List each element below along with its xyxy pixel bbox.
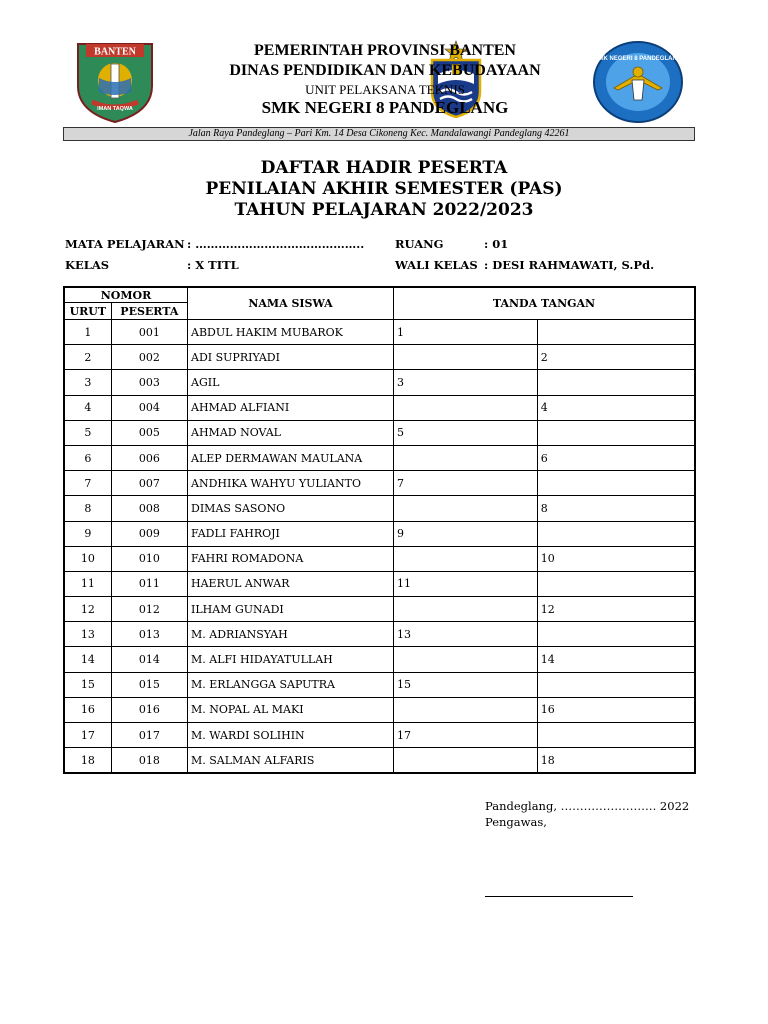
row-urut: 12 (64, 597, 111, 622)
row-signature-right (537, 471, 695, 496)
ruang-label: RUANG (395, 237, 444, 251)
kelas-value: : X TITL (187, 258, 239, 272)
row-nama-siswa: AHMAD ALFIANI (188, 395, 394, 420)
table-row (64, 521, 695, 546)
letterhead-line3: UNIT PELAKSANA TEKNIS (305, 82, 465, 97)
row-signature-right (537, 320, 695, 345)
svg-text:IMAN TAQWA: IMAN TAQWA (97, 106, 133, 112)
row-urut: 6 (64, 445, 111, 470)
row-peserta: 006 (111, 445, 187, 470)
row-signature-left: 13 (394, 622, 538, 647)
table-row (64, 571, 695, 596)
row-nama-siswa: ABDUL HAKIM MUBAROK (188, 320, 394, 345)
table-row (64, 370, 695, 395)
row-signature-right (537, 622, 695, 647)
svg-text:BANTEN: BANTEN (94, 46, 136, 58)
row-urut: 17 (64, 723, 111, 748)
attendance-table (63, 286, 696, 774)
row-peserta: 008 (111, 496, 187, 521)
letterhead-line2: DINAS PENDIDIKAN DAN KEBUDAYAAN (229, 62, 541, 79)
svg-text:SMK NEGERI 8 PANDEGLANG: SMK NEGERI 8 PANDEGLANG (594, 56, 682, 62)
ruang-value: : 01 (484, 237, 509, 251)
row-signature-right (537, 723, 695, 748)
table-row (64, 622, 695, 647)
table-row (64, 723, 695, 748)
row-signature-right: 4 (537, 395, 695, 420)
table-row (64, 597, 695, 622)
row-signature-right: 10 (537, 546, 695, 571)
row-signature-left (394, 748, 538, 774)
row-signature-left (394, 445, 538, 470)
row-peserta: 005 (111, 420, 187, 445)
kelas-label: KELAS (65, 258, 110, 272)
row-nama-siswa: M. ERLANGGA SAPUTRA (188, 672, 394, 697)
row-signature-left: 7 (394, 471, 538, 496)
place-date: Pandeglang, ……………………. 2022 (485, 799, 690, 813)
row-nama-siswa: FADLI FAHROJI (188, 521, 394, 546)
mapel-label: MATA PELAJARAN (65, 237, 185, 251)
table-row (64, 445, 695, 470)
row-signature-left: 1 (394, 320, 538, 345)
row-signature-right (537, 672, 695, 697)
header-tanda-tangan: TANDA TANGAN (394, 287, 696, 320)
letterhead-address: Jalan Raya Pandeglang – Pari Km. 14 Desa Cikoneng Kec. Mandalawangi Pandeglang 42261 (63, 127, 695, 141)
table-row (64, 647, 695, 672)
row-signature-right (537, 420, 695, 445)
row-signature-left: 3 (394, 370, 538, 395)
row-nama-siswa: HAERUL ANWAR (188, 571, 394, 596)
row-signature-left: 5 (394, 420, 538, 445)
row-nama-siswa: AGIL (188, 370, 394, 395)
row-signature-left (394, 597, 538, 622)
wali-kelas-label: WALI KELAS (395, 258, 478, 272)
row-signature-left: 9 (394, 521, 538, 546)
row-nama-siswa: ILHAM GUNADI (188, 597, 394, 622)
row-signature-left (394, 697, 538, 722)
smk-logo (592, 40, 684, 124)
row-peserta: 015 (111, 672, 187, 697)
wali-kelas-value: : DESI RAHMAWATI, S.Pd. (484, 258, 655, 272)
row-nama-siswa: FAHRI ROMADONA (188, 546, 394, 571)
row-signature-left: 15 (394, 672, 538, 697)
row-nama-siswa: M. SALMAN ALFARIS (188, 748, 394, 774)
row-urut: 10 (64, 546, 111, 571)
header-nama: NAMA SISWA (188, 287, 394, 320)
row-urut: 9 (64, 521, 111, 546)
row-urut: 1 (64, 320, 111, 345)
table-row (64, 697, 695, 722)
table-row (64, 395, 695, 420)
row-peserta: 012 (111, 597, 187, 622)
table-row (64, 496, 695, 521)
title-line1: DAFTAR HADIR PESERTA (260, 158, 508, 178)
row-nama-siswa: M. ADRIANSYAH (188, 622, 394, 647)
row-urut: 11 (64, 571, 111, 596)
row-signature-right (537, 370, 695, 395)
row-signature-right (537, 571, 695, 596)
row-peserta: 002 (111, 345, 187, 370)
row-signature-right (537, 521, 695, 546)
row-nama-siswa: ADI SUPRIYADI (188, 345, 394, 370)
row-signature-left (394, 647, 538, 672)
row-urut: 16 (64, 697, 111, 722)
row-peserta: 003 (111, 370, 187, 395)
row-urut: 4 (64, 395, 111, 420)
row-signature-left (394, 496, 538, 521)
table-row (64, 420, 695, 445)
header-nomor: NOMOR (64, 287, 188, 303)
table-row (64, 748, 695, 774)
row-signature-right: 8 (537, 496, 695, 521)
row-signature-left: 11 (394, 571, 538, 596)
row-urut: 5 (64, 420, 111, 445)
row-peserta: 011 (111, 571, 187, 596)
row-urut: 3 (64, 370, 111, 395)
row-signature-right: 12 (537, 597, 695, 622)
row-signature-right: 16 (537, 697, 695, 722)
row-urut: 13 (64, 622, 111, 647)
row-signature-right: 6 (537, 445, 695, 470)
table-row (64, 471, 695, 496)
row-urut: 14 (64, 647, 111, 672)
letterhead-school-name: SMK NEGERI 8 PANDEGLANG (261, 98, 509, 117)
row-peserta: 001 (111, 320, 187, 345)
banten-logo (72, 40, 158, 124)
header-urut: URUT (64, 303, 111, 320)
row-nama-siswa: ALEP DERMAWAN MAULANA (188, 445, 394, 470)
row-peserta: 017 (111, 723, 187, 748)
row-signature-left (394, 546, 538, 571)
mapel-value: : …………………………………….. (187, 237, 365, 251)
row-nama-siswa: M. ALFI HIDAYATULLAH (188, 647, 394, 672)
header-peserta: PESERTA (111, 303, 187, 320)
row-nama-siswa: M. WARDI SOLIHIN (188, 723, 394, 748)
table-row (64, 546, 695, 571)
row-signature-left: 17 (394, 723, 538, 748)
row-urut: 18 (64, 748, 111, 774)
title-line2: PENILAIAN AKHIR SEMESTER (PAS) (205, 179, 563, 199)
row-peserta: 014 (111, 647, 187, 672)
row-nama-siswa: DIMAS SASONO (188, 496, 394, 521)
row-nama-siswa: M. NOPAL AL MAKI (188, 697, 394, 722)
row-peserta: 007 (111, 471, 187, 496)
supervisor-label: Pengawas, (485, 815, 547, 829)
row-peserta: 004 (111, 395, 187, 420)
signature-line (485, 896, 633, 897)
row-nama-siswa: ANDHIKA WAHYU YULIANTO (188, 471, 394, 496)
table-row (64, 345, 695, 370)
row-signature-left (394, 395, 538, 420)
row-signature-right: 18 (537, 748, 695, 774)
letterhead-line1: PEMERINTAH PROVINSI BANTEN (254, 42, 516, 59)
table-row (64, 320, 695, 345)
row-peserta: 009 (111, 521, 187, 546)
row-urut: 2 (64, 345, 111, 370)
row-signature-right: 2 (537, 345, 695, 370)
row-urut: 7 (64, 471, 111, 496)
row-peserta: 016 (111, 697, 187, 722)
row-signature-right: 14 (537, 647, 695, 672)
row-peserta: 010 (111, 546, 187, 571)
row-urut: 8 (64, 496, 111, 521)
table-row (64, 672, 695, 697)
row-peserta: 018 (111, 748, 187, 774)
row-nama-siswa: AHMAD NOVAL (188, 420, 394, 445)
row-signature-left (394, 345, 538, 370)
title-line3: TAHUN PELAJARAN 2022/2023 (234, 200, 534, 220)
row-peserta: 013 (111, 622, 187, 647)
row-urut: 15 (64, 672, 111, 697)
